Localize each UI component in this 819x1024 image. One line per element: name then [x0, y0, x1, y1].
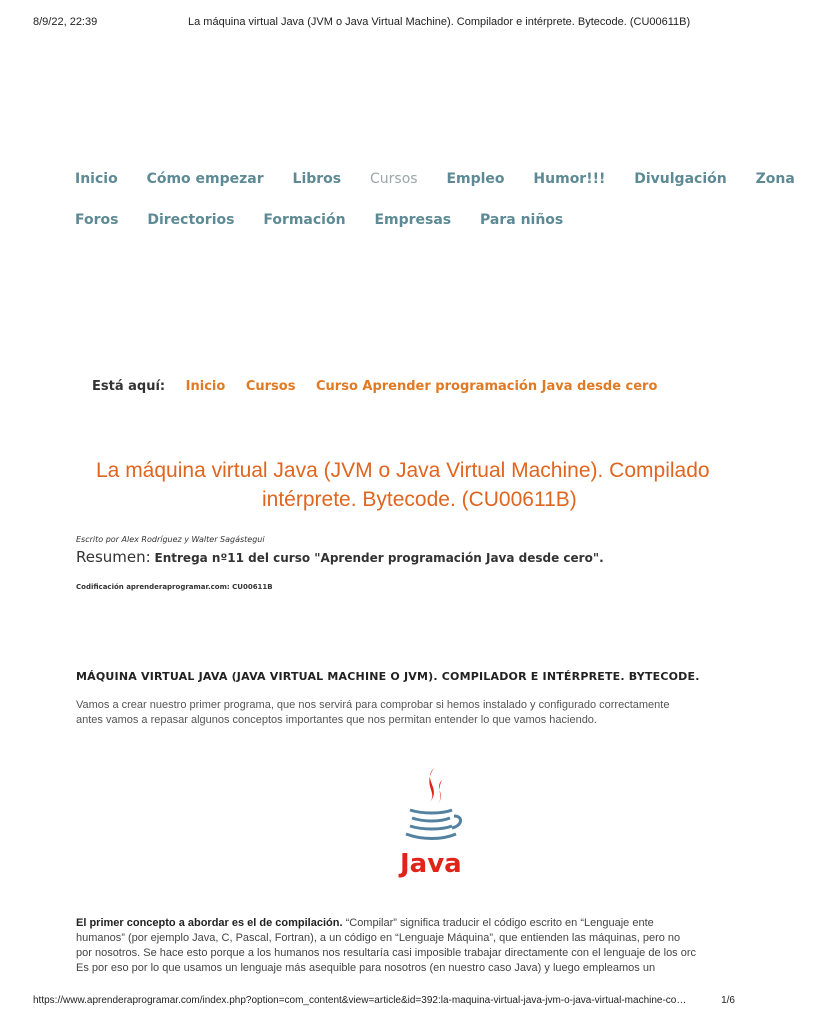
- compilation-lead-rest: “Compilar” significa traducir el código escrito en “Lenguaje ente: [342, 917, 654, 929]
- nav-cursos[interactable]: Cursos: [370, 171, 418, 187]
- compilation-line: por nosotros. Se hace esto porque a los humanos nos resultaría casi imposible trabajar directamente con el lenguaje de los orc: [76, 947, 697, 959]
- intro-paragraph: [76, 698, 776, 728]
- intro-line: Vamos a crear nuestro primer programa, que nos servirá para comprobar si hemos instalado y configurado correctamente: [76, 699, 670, 711]
- nav-empresas[interactable]: Empresas: [374, 212, 452, 228]
- breadcrumb-course[interactable]: Curso Aprender programación Java desde cero: [316, 379, 658, 394]
- page-title-line1: La máquina virtual Java (JVM o Java Virtual Machine). Compilado: [96, 459, 710, 482]
- page-title: [96, 456, 796, 514]
- nav-humor[interactable]: Humor!!!: [533, 171, 606, 187]
- print-url: https://www.aprenderaprogramar.com/index.php?option=com_content&view=article&id=392:la-maquina-virtual-java-jvm-o-java-virtual-machine-co…: [33, 995, 687, 1006]
- page-title-line2: intérprete. Bytecode. (CU00611B): [262, 488, 577, 511]
- nav-divulgacion[interactable]: Divulgación: [634, 171, 727, 187]
- nav-como-empezar[interactable]: Cómo empezar: [146, 171, 264, 187]
- section-heading: MÁQUINA VIRTUAL JAVA (JAVA VIRTUAL MACHINE O JVM). COMPILADOR E INTÉRPRETE. BYTECODE.: [76, 670, 700, 683]
- compilation-line: [76, 916, 776, 931]
- compilation-line: humanos” (por ejemplo Java, C, Pascal, Fortran), a un código en “Lenguaje Máquina”, que entienden las máquinas, pero no: [76, 932, 681, 944]
- java-logo-text: Java: [400, 849, 462, 879]
- compilation-line: Es por eso por lo que usamos un lenguaje más asequible para nosotros (en nuestro caso Java) y luego empleamos un: [76, 962, 656, 974]
- summary-label: Resumen:: [76, 548, 151, 566]
- nav-directorios[interactable]: Directorios: [147, 212, 235, 228]
- summary-text: Entrega nº11 del curso "Aprender programación Java desde cero".: [154, 551, 604, 565]
- article-author: Escrito por Alex Rodríguez y Walter Sagástegui: [76, 535, 265, 544]
- nav-zona[interactable]: Zona: [755, 171, 795, 187]
- article-codification: Codificación aprenderaprogramar.com: CU00611B: [76, 583, 273, 591]
- intro-line: antes vamos a repasar algunos conceptos importantes que nos permitan entender lo que vamos haciendo.: [76, 714, 597, 726]
- nav-libros[interactable]: Libros: [292, 171, 342, 187]
- breadcrumb-inicio[interactable]: Inicio: [185, 379, 226, 394]
- article-summary: [76, 548, 604, 566]
- nav-formacion[interactable]: Formación: [263, 212, 346, 228]
- breadcrumb-cursos[interactable]: Cursos: [245, 379, 296, 394]
- main-nav-row2: [75, 212, 587, 228]
- java-logo: [396, 766, 466, 881]
- print-date: 8/9/22, 22:39: [33, 16, 98, 28]
- print-page-number: 1/6: [721, 995, 735, 1006]
- nav-para-ninos[interactable]: Para niños: [480, 212, 564, 228]
- java-cup-icon: [396, 766, 466, 881]
- main-nav-row1: [75, 171, 819, 187]
- nav-empleo[interactable]: Empleo: [446, 171, 505, 187]
- nav-inicio[interactable]: Inicio: [75, 171, 118, 187]
- print-title: La máquina virtual Java (JVM o Java Virtual Machine). Compilador e intérprete. Bytecode. (CU00611B): [188, 16, 691, 28]
- compilation-paragraph: [76, 916, 776, 976]
- nav-foros[interactable]: Foros: [75, 212, 119, 228]
- compilation-lead: El primer concepto a abordar es el de compilación.: [76, 917, 343, 929]
- breadcrumb: [92, 379, 673, 394]
- breadcrumb-label: Está aquí:: [92, 379, 166, 394]
